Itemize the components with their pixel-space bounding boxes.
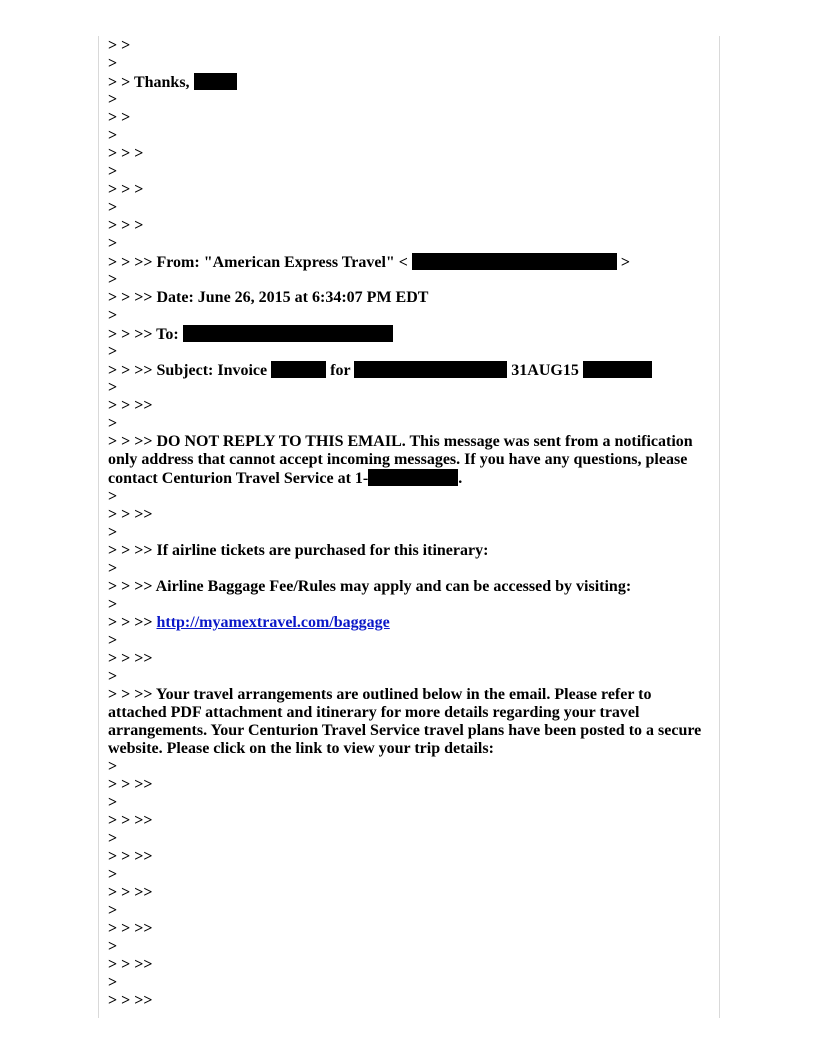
quote-line: > > >> (108, 848, 153, 865)
quote-line: > > >> (108, 812, 153, 829)
quote-line: > (108, 938, 118, 955)
from-label: > > >> From: "American Express Travel" < (108, 254, 408, 271)
airline-line: > > >> If airline tickets are purchased for this itinerary: (108, 542, 489, 559)
to-line (108, 325, 708, 343)
quote-line: > (108, 866, 118, 883)
quote-line: > (108, 974, 118, 991)
date-line: > > >> Date: June 26, 2015 at 6:34:07 PM EDT (108, 289, 429, 306)
quote-line: > > >> (108, 397, 153, 414)
quote-line: > > >> (108, 920, 153, 937)
quote-line: > > (108, 37, 131, 54)
quote-line: > (108, 91, 118, 108)
quote-line: > > >> (108, 506, 153, 523)
notice-end: . (458, 470, 463, 487)
quote-line: > (108, 55, 118, 72)
quote-line: > (108, 794, 118, 811)
baggage-line: > > >> Airline Baggage Fee/Rules may apply and can be accessed by visiting: (108, 578, 632, 595)
subject-date: 31AUG15 (511, 362, 579, 379)
subject-line (108, 361, 708, 379)
subject-for: for (330, 362, 351, 379)
quote-line: > (108, 524, 118, 541)
redaction-box (271, 361, 326, 378)
thanks-line (108, 73, 708, 91)
quote-line: > (108, 379, 118, 396)
quote-line: > (108, 235, 118, 252)
email-body (108, 37, 708, 1010)
quote-line: > > >> (108, 884, 153, 901)
subject-label: > > >> Subject: Invoice (108, 362, 268, 379)
redaction-box (412, 253, 617, 270)
quote-line: > (108, 271, 118, 288)
quote-line: > > > (108, 217, 144, 234)
redaction-box (194, 73, 237, 90)
link-prefix: > > >> (108, 614, 153, 631)
quote-line: > > >> (108, 776, 153, 793)
quote-line: > (108, 307, 118, 324)
quote-line: > (108, 632, 118, 649)
quote-line: > (108, 488, 118, 505)
quote-line: > > >> (108, 992, 153, 1009)
quote-line: > (108, 560, 118, 577)
arrangements-paragraph: > > >> Your travel arrangements are outlined below in the email. Please refer to attached PDF attachment and itinerary for more details regarding your travel arrangements. Your Centurion Travel Service travel plans have been posted to a secure website. Please click on the link to view your trip details: (108, 686, 702, 757)
quote-line: > (108, 830, 118, 847)
quote-line: > (108, 199, 118, 216)
quote-line: > (108, 127, 118, 144)
quote-line: > (108, 596, 118, 613)
from-line (108, 253, 708, 271)
link-line (108, 614, 708, 632)
quote-line: > (108, 758, 118, 775)
quote-line: > > >> (108, 956, 153, 973)
quote-line: > (108, 668, 118, 685)
notice-paragraph (108, 433, 708, 488)
quote-line: > > >> (108, 650, 153, 667)
quote-line: > > > (108, 181, 144, 198)
quote-line: > > (108, 109, 131, 126)
notice-text: > > >> DO NOT REPLY TO THIS EMAIL. This message was sent from a notification only address that cannot accept incoming messages. If you have any questions, please contact Centurion Travel Service at 1- (108, 433, 693, 487)
redaction-box (368, 469, 458, 486)
to-label: > > >> To: (108, 326, 179, 343)
redaction-box (183, 325, 393, 342)
thanks-text: > > Thanks, (108, 74, 190, 91)
quote-line: > > > (108, 145, 144, 162)
redaction-box (583, 361, 652, 378)
quote-line: > (108, 343, 118, 360)
quote-line: > (108, 163, 118, 180)
quote-line: > (108, 415, 118, 432)
from-close: > (620, 254, 631, 271)
quote-line: > (108, 902, 118, 919)
redaction-box (354, 361, 507, 378)
baggage-link[interactable]: http://myamextravel.com/baggage (156, 614, 390, 631)
